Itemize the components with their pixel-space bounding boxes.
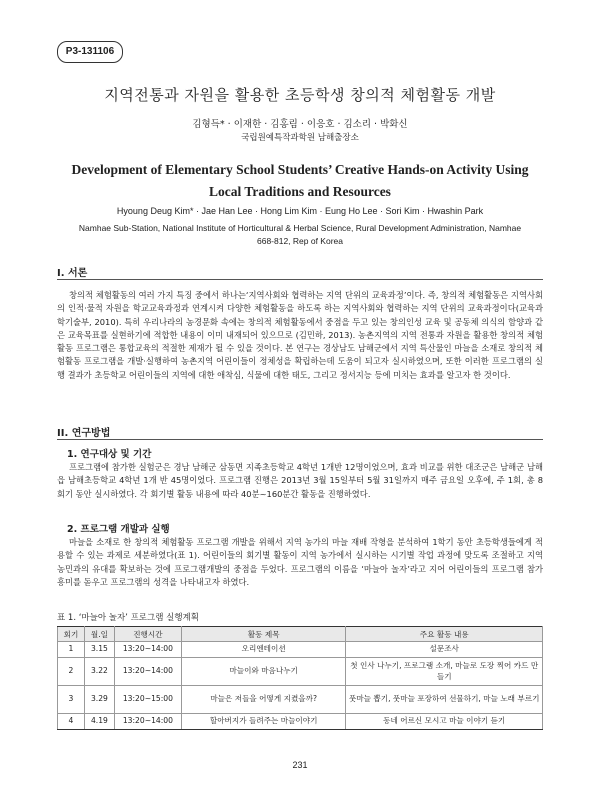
- title-korean: 지역전통과 자원을 활용한 초등학생 창의적 체험활동 개발: [104, 86, 496, 104]
- table-cell: 풋마늘 뽑기, 풋마늘 포장하여 선물하기, 마늘 노래 부르기: [346, 686, 543, 714]
- table-cell: 2: [58, 658, 85, 686]
- table-cell: 13:20~15:00: [114, 686, 181, 714]
- table-cell: 할아버지가 들려주는 마늘이야기: [181, 714, 346, 730]
- authors-english: Hyoung Deug Kim* · Jae Han Lee · Hong Lim Kim · Eung Ho Lee · Sori Kim · Hwashin Park: [116, 206, 484, 216]
- table-cell: 13:20~14:00: [114, 714, 181, 730]
- table-cell: 3.29: [84, 686, 114, 714]
- table-header-row: [58, 627, 543, 642]
- table-cell: 13:20~14:00: [114, 658, 181, 686]
- program-paragraph: 마늘을 소재로 한 창의적 체험활동 프로그램 개발을 위해서 지역 농가의 마늘 재배 작형을 분석하여 1학기 동안 초등학생들에게 적용할 수 있는 과제로 세분하였다(표 1). 어린이들의 회기별 활동이 지역 농가에서 실시하는 시기별 작업 과정에 맞도록 조절하고 지역 농민과의 유대를 확보하는 것에 프로그램개발의 중점을 두었다. 프로그램의 이름을 ‘마늘아 놀자’라고 지어 어린이들의 프로그램 참가 흥미를 돋우고 프로그램의 성격을 나타내고자 하였다.: [57, 537, 543, 587]
- page-number: 231: [292, 760, 308, 770]
- table-cell: 첫 인사 나누기, 프로그램 소개, 마늘로 도장 찍어 카드 만들기: [346, 658, 543, 686]
- column-header: 주요 활동 내용: [346, 627, 543, 642]
- subsection-heading-subjects: 1. 연구대상 및 기간: [67, 449, 152, 460]
- table-caption: 표 1. ‘마늘아 놀자’ 프로그램 실행계획: [57, 613, 199, 623]
- table-cell: 마늘이와 마음나누기: [181, 658, 346, 686]
- column-header: 진행시간: [114, 627, 181, 642]
- section-heading-intro: I. 서론: [57, 268, 88, 279]
- table-cell: 1: [58, 642, 85, 658]
- column-header: 활동 제목: [181, 627, 346, 642]
- subjects-paragraph: 프로그램에 참가한 실험군은 경남 남해군 삼동면 지족초등학교 4학년 1개반 12명이었으며, 효과 비교를 위한 대조군은 남해군 남해읍 남해초등학교 4학년 1개 반 45명이었다. 프로그램 진행은 2013년 3월 15일부터 5월 31일까지 매주 금요일 오후에, 주 1회, 총 8회기 동안 실시하였다. 각 회기별 활동 내용에 따라 40분~160분간 활동을 진행하였다.: [57, 462, 543, 499]
- section-heading-methods: II. 연구방법: [57, 428, 111, 439]
- table-cell: 설문조사: [346, 642, 543, 658]
- table-cell: 13:20~14:00: [114, 642, 181, 658]
- table-cell: 3: [58, 686, 85, 714]
- affiliation-english: Namhae Sub-Station, National Institute of Horticultural & Herbal Science, Rural Development Administration, Namhae 668-812, Rep of Korea: [78, 223, 522, 246]
- table-cell: 마늘은 저들을 어떻게 지켰을까?: [181, 686, 346, 714]
- table-cell: 동네 어르신 모시고 마늘 이야기 듣기: [346, 714, 543, 730]
- affiliation-korean: 국립원예특작과학원 남해출장소: [241, 133, 359, 143]
- paper-code-badge: P3-131106: [57, 41, 123, 63]
- table-cell: 오리엔테이션: [181, 642, 346, 658]
- table-row: [58, 714, 543, 730]
- program-schedule-table: [57, 626, 543, 730]
- section-divider: [57, 439, 543, 440]
- table-row: [58, 686, 543, 714]
- table-row: [58, 642, 543, 658]
- section-divider: [57, 279, 543, 280]
- intro-paragraph: 창의적 체험활동의 여러 가지 특징 중에서 하나는‘지역사회와 협력하는 지역 단위의 교육과정’이다. 즉, 창의적 체험활동은 지역사회의 인적·물적 자원을 학교교육과정과 연계시켜 다양한 체험활동을 하도록 하는 지역사회와 협력하는 지역 단위의 교육과정이다(교육과학기술부, 2010). 특히 우리나라의 농경문화 속에는 창의적 체험활동에서 중점을 두고 있는 창의인성 교육 및 공동체 의식의 함양과 같은 교육목표를 실현하기에 적합한 내용이 이미 내재되어 있으므로 (김민하, 2013). 농촌지역의 지역 전통과 자원을 활용한 창의적 체험활동 프로그램은 통합교육의 적절한 제재가 될 수 있을 것이다. 본 연구는 경상남도 남해군에서 지역 특산물인 마늘을 소재로 창의적 체험활동 프로그램을 개발·실행하여 농촌지역 어린이들이 정체성을 확립하는데 도움이 되고자 실시하였으며, 또한 이러한 프로그램의 실행 결과가 초등학교 어린이들의 지역에 대한 애착심, 식물에 대한 태도, 그리고 정서지능 등에 미치는 효과를 알고자 한 것이다.: [57, 290, 543, 380]
- table-cell: 4.19: [84, 714, 114, 730]
- column-header: 월.일: [84, 627, 114, 642]
- authors-korean: 김형득* · 이재한 · 김홍림 · 이응호 · 김소리 · 박화신: [192, 119, 408, 130]
- subsection-heading-program: 2. 프로그램 개발과 실행: [67, 524, 170, 535]
- column-header: 회기: [58, 627, 85, 642]
- table-cell: 3.15: [84, 642, 114, 658]
- table-cell: 4: [58, 714, 85, 730]
- table-cell: 3.22: [84, 658, 114, 686]
- table-row: [58, 658, 543, 686]
- title-english: Development of Elementary School Students’ Creative Hands-on Activity Using Local Traditions and Resources: [71, 162, 529, 199]
